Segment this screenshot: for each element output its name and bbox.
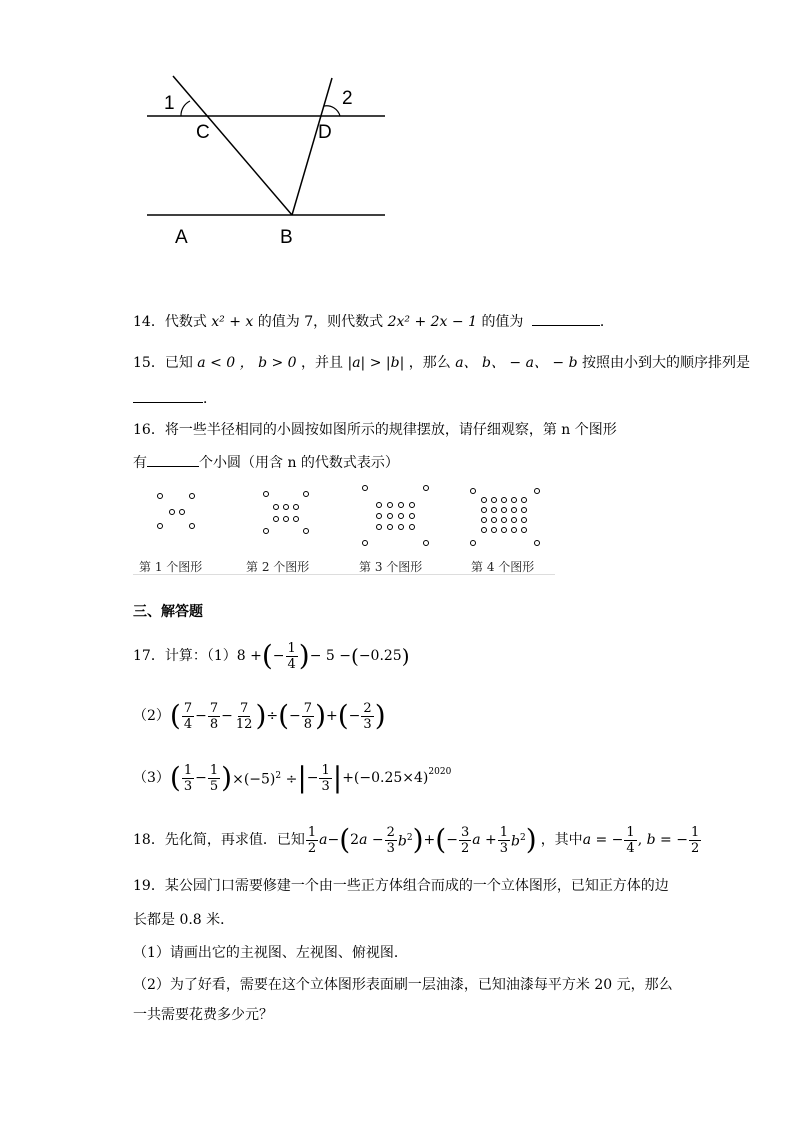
angle-2-label: 2 <box>342 88 353 109</box>
answer-blank-15[interactable] <box>133 388 203 403</box>
caption-figure-2: 第 2 个图形 <box>246 560 310 574</box>
question-14: 14．代数式 x² + x 的值为 7，则代数式 2x² + 2x − 1 的值为 ． <box>133 311 614 332</box>
question-15: 15．已知 a < 0 ， b > 0 ，并且 |a| > |b| ，那么 a、 b、 − a、 − b 按照由小到大的顺序排列是 <box>133 355 750 371</box>
question-17-part-3: （3） ( $\frac{1}{3}$ − $\frac{1}{5}$ ) $\times(-5)^2$ ÷ | − $\frac{1}{3}$ | +(−0.25×4) $^{2020}$ <box>133 761 452 794</box>
parallel-lines-figure <box>140 70 400 250</box>
question-19-line-1: 19．某公园门口需要修建一个由一些正方体组合而成的一个立体图形，已知正方体的边 <box>133 878 669 894</box>
question-19-part-2: （2）为了好看，需要在这个立体图形表面刷一层油漆，已知油漆每平方米 20 元，那么 <box>133 977 673 993</box>
caption-figure-4: 第 4 个图形 <box>471 560 535 574</box>
question-18: 18．先化简，再求值．已知 $\frac{1}{2}$ a − ( 2a − $\frac{2}{3}$ $b^2$ ) + ( − $\frac{3}{2}$ a + $\frac{1}{3}$ $b^2$ ) ，其中 a = − $\frac{1}{4}$ , b = − $\frac{1}{2}$ <box>133 823 700 856</box>
point-a-label: A <box>175 227 188 248</box>
question-17-part-1: 17．计算：（1） 8 + ( − $\frac{1}{4}$ ) − 5 − ( −0.25 ) <box>133 639 410 672</box>
question-19-line-5: 一共需要花费多少元？ <box>133 1007 273 1023</box>
point-b-label: B <box>280 227 293 248</box>
caption-figure-1: 第 1 个图形 <box>139 560 203 574</box>
question-16-line-2: 有 个小圆（用含 n 的代数式表示） <box>133 452 399 473</box>
question-15-blank-line: ． <box>133 388 217 409</box>
question-19-line-2: 长都是 0.8 米． <box>133 912 235 928</box>
point-d-label: D <box>318 122 332 143</box>
question-17-part-2: （2） ( $\frac{7}{4}$ − $\frac{7}{8}$ − $\frac{7}{12}$ ) ÷ ( − $\frac{7}{8}$ ) + ( − $\frac{2}{3}$ ) <box>133 699 386 732</box>
section-heading-3: 三、解答题 <box>133 604 203 620</box>
answer-blank-14[interactable] <box>532 311 600 326</box>
caption-figure-3: 第 3 个图形 <box>359 560 423 574</box>
circle-pattern-figure <box>133 480 555 580</box>
question-16-line-1: 16．将一些半径相同的小圆按如图所示的规律摆放，请仔细观察，第 n 个图形 <box>133 422 617 438</box>
angle-1-label: 1 <box>164 93 175 114</box>
answer-blank-16[interactable] <box>147 452 199 467</box>
expr-x2-plus-x: x² + x <box>211 314 254 330</box>
expr-2x2-plus-2x-minus-1: 2x² + 2x − 1 <box>387 314 477 330</box>
question-19-part-1: （1）请画出它的主视图、左视图、俯视图． <box>133 945 408 961</box>
point-c-label: C <box>196 122 210 143</box>
